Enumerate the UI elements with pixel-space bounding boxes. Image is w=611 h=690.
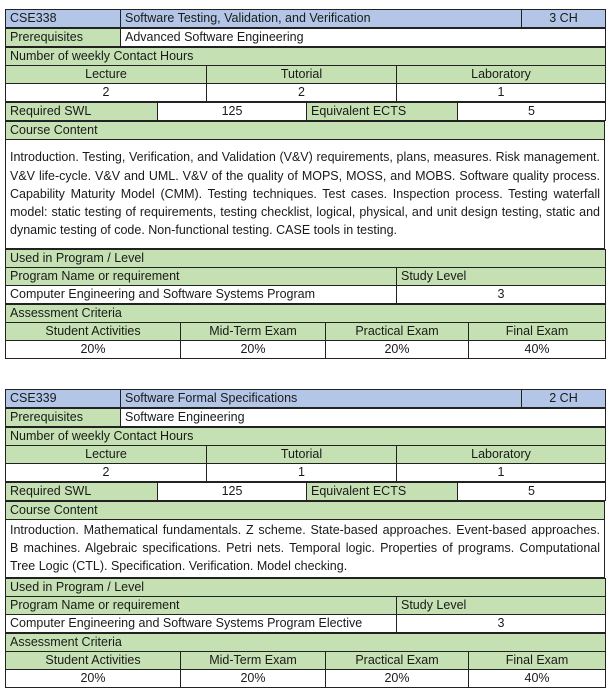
study-level-value: 3 [397, 286, 606, 304]
swl-value: 125 [158, 103, 307, 121]
final-label: Final Exam [469, 323, 606, 341]
student-activities-value: 20% [6, 341, 181, 359]
student-activities-label: Student Activities [6, 651, 181, 669]
assessment-label: Assessment Criteria [6, 305, 606, 323]
laboratory-label: Laboratory [397, 66, 606, 84]
ects-label: Equivalent ECTS [307, 103, 458, 121]
swl-label: Required SWL [6, 483, 158, 501]
course-header-table [5, 389, 606, 408]
lecture-hours: 2 [6, 464, 207, 482]
final-value: 40% [469, 341, 606, 359]
midterm-label: Mid-Term Exam [181, 651, 326, 669]
ects-label: Equivalent ECTS [307, 483, 458, 501]
workload-table [5, 482, 606, 501]
final-label: Final Exam [469, 651, 606, 669]
lecture-label: Lecture [6, 446, 207, 464]
tutorial-label: Tutorial [207, 66, 397, 84]
used-in-label: Used in Program / Level [6, 578, 606, 596]
tutorial-label: Tutorial [207, 446, 397, 464]
laboratory-label: Laboratory [397, 446, 606, 464]
program-name-value: Computer Engineering and Software Systems Program [6, 286, 397, 304]
assessment-table [5, 304, 606, 359]
course-content-text: Introduction. Testing, Verification, and Validation (V&V) requirements, plans, measures. Risk management. V&V life-cycle. V&V and UML. V&V of the quality of MOPS, MOSS, and MOBS. Software quality process. Capability Maturity Model (CMM). Testing techniques. Test cases. Inspection process. Testing waterfall model: static testing of requirements, testing checklist, logical, physical, and unit design testing, static and dynamic testing of code. Non-functional testing. CASE tools in testing. [6, 140, 605, 249]
laboratory-hours: 1 [397, 84, 606, 102]
workload-table [5, 102, 606, 121]
course-header-row [6, 10, 606, 28]
study-level-label: Study Level [397, 596, 606, 614]
tutorial-hours: 1 [207, 464, 397, 482]
content-table [5, 121, 605, 249]
practical-value: 20% [326, 669, 469, 687]
lecture-hours: 2 [6, 84, 207, 102]
course-content-label: Course Content [6, 122, 605, 140]
course-content-label: Course Content [6, 502, 605, 520]
practical-label: Practical Exam [326, 651, 469, 669]
program-table [5, 578, 606, 633]
course-header-row [6, 390, 606, 408]
prerequisites-table [5, 408, 606, 427]
ects-value: 5 [458, 103, 606, 121]
study-level-value: 3 [397, 614, 606, 632]
midterm-label: Mid-Term Exam [181, 323, 326, 341]
midterm-value: 20% [181, 669, 326, 687]
credit-hours: 3 CH [522, 10, 606, 28]
contact-hours-table [5, 427, 606, 482]
course-content-text: Introduction. Mathematical fundamentals. Z scheme. State-based approaches. Event-based approaches. B machines. Algebraic specifications. Petri nets. Temporal logic. Properties of programs. Computational Tree Logic (CTL). Specification. Verification. Model checking. [6, 520, 605, 578]
course-table-cse339 [5, 389, 605, 688]
contact-hours-label: Number of weekly Contact Hours [6, 48, 606, 66]
content-table [5, 501, 605, 578]
course-title: Software Formal Specifications [121, 390, 522, 408]
credit-hours: 2 CH [522, 390, 606, 408]
midterm-value: 20% [181, 341, 326, 359]
assessment-label: Assessment Criteria [6, 633, 606, 651]
program-name-label: Program Name or requirement [6, 268, 397, 286]
program-name-value: Computer Engineering and Software Systems Program Elective [6, 614, 397, 632]
prerequisites-table [5, 28, 606, 47]
program-name-label: Program Name or requirement [6, 596, 397, 614]
tutorial-hours: 2 [207, 84, 397, 102]
final-value: 40% [469, 669, 606, 687]
assessment-table [5, 633, 606, 688]
contact-hours-label: Number of weekly Contact Hours [6, 428, 606, 446]
course-code: CSE339 [6, 390, 121, 408]
prerequisites-value: Software Engineering [121, 409, 606, 427]
contact-hours-table [5, 47, 606, 102]
used-in-label: Used in Program / Level [6, 250, 606, 268]
course-header-table [5, 9, 606, 28]
program-table [5, 249, 606, 304]
laboratory-hours: 1 [397, 464, 606, 482]
prerequisites-label: Prerequisites [6, 29, 121, 47]
student-activities-value: 20% [6, 669, 181, 687]
student-activities-label: Student Activities [6, 323, 181, 341]
course-code: CSE338 [6, 10, 121, 28]
practical-value: 20% [326, 341, 469, 359]
practical-label: Practical Exam [326, 323, 469, 341]
ects-value: 5 [458, 483, 606, 501]
swl-value: 125 [158, 483, 307, 501]
course-table-cse338 [5, 9, 605, 359]
swl-label: Required SWL [6, 103, 158, 121]
prerequisites-label: Prerequisites [6, 409, 121, 427]
prerequisites-value: Advanced Software Engineering [121, 29, 606, 47]
lecture-label: Lecture [6, 66, 207, 84]
course-title: Software Testing, Validation, and Verification [121, 10, 522, 28]
study-level-label: Study Level [397, 268, 606, 286]
